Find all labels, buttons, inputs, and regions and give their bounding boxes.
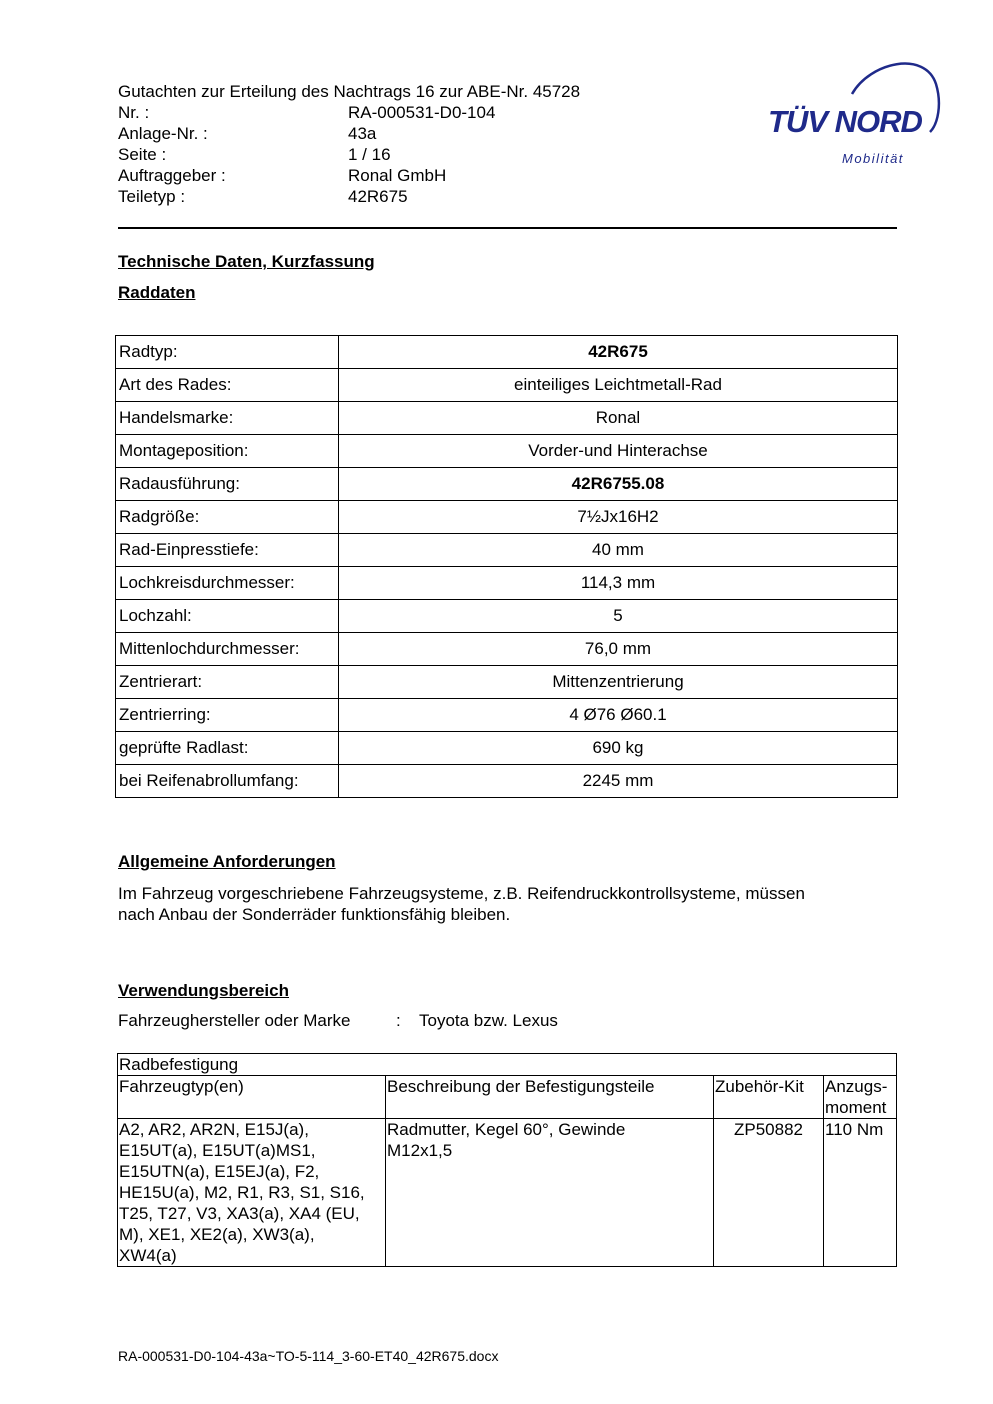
raddaten-label: Zentrierart: xyxy=(116,666,339,699)
desc-line: M12x1,5 xyxy=(387,1141,453,1160)
logo-subtitle: Mobilität xyxy=(842,151,904,166)
header-line: moment xyxy=(825,1098,887,1117)
document-header xyxy=(118,81,580,207)
raddaten-label: Radausführung: xyxy=(116,468,339,501)
befestigung-table xyxy=(117,1053,897,1267)
table-header-row xyxy=(118,1076,897,1119)
table-row xyxy=(116,501,898,534)
raddaten-label: Lochzahl: xyxy=(116,600,339,633)
fahrzeugtyp-line: T25, T27, V3, XA3(a), XA4 (EU, xyxy=(119,1204,360,1223)
fahrzeugtyp-line: E15UTN(a), E15EJ(a), F2, xyxy=(119,1162,320,1181)
raddaten-value: 42R675 xyxy=(339,336,898,369)
fahrzeugtyp-line: M), XE1, XE2(a), XW3(a), xyxy=(119,1225,315,1244)
header-key: Seite : xyxy=(118,145,167,164)
header-divider xyxy=(118,227,897,229)
raddaten-value: 2245 mm xyxy=(339,765,898,798)
raddaten-label: Art des Rades: xyxy=(116,369,339,402)
table-row xyxy=(116,468,898,501)
maker-line xyxy=(118,1011,558,1031)
header-line: Anzugs- xyxy=(825,1077,888,1096)
header-row-seite xyxy=(118,144,580,165)
table-row xyxy=(118,1119,897,1267)
maker-value: Toyota bzw. Lexus xyxy=(419,1011,558,1030)
raddaten-table xyxy=(115,335,898,798)
table-row xyxy=(116,600,898,633)
raddaten-label: Radgröße: xyxy=(116,501,339,534)
raddaten-value: 4 Ø76 Ø60.1 xyxy=(339,699,898,732)
raddaten-value: einteiliges Leichtmetall-Rad xyxy=(339,369,898,402)
raddaten-label: Montageposition: xyxy=(116,435,339,468)
fahrzeugtyp-line: A2, AR2, AR2N, E15J(a), xyxy=(119,1120,309,1139)
raddaten-value: Ronal xyxy=(339,402,898,435)
tuv-nord-logo xyxy=(760,56,950,176)
header-row-teiletyp xyxy=(118,186,580,207)
section-heading-tech: Technische Daten, Kurzfassung xyxy=(118,252,375,271)
header-key: Anlage-Nr. : xyxy=(118,124,208,143)
raddaten-label: bei Reifenabrollumfang: xyxy=(116,765,339,798)
header-value: 42R675 xyxy=(348,187,408,206)
logo-wordmark: TÜV NORD xyxy=(768,104,922,139)
table-row xyxy=(116,435,898,468)
table-row xyxy=(116,567,898,600)
kit-cell: ZP50882 xyxy=(714,1119,824,1267)
beschreibung-cell xyxy=(386,1119,714,1267)
allgemein-paragraph xyxy=(118,883,805,925)
header-value: RA-000531-D0-104 xyxy=(348,103,496,122)
footer-filename: RA-000531-D0-104-43a~TO-5-114_3-60-ET40_42R675.docx xyxy=(118,1348,499,1364)
raddaten-value: 7½Jx16H2 xyxy=(339,501,898,534)
table-row xyxy=(116,336,898,369)
raddaten-value: 76,0 mm xyxy=(339,633,898,666)
column-header-moment xyxy=(824,1076,897,1119)
section-heading-verwendung: Verwendungsbereich xyxy=(118,981,289,1000)
table-row xyxy=(116,666,898,699)
raddaten-value: Mittenzentrierung xyxy=(339,666,898,699)
allgemein-line: nach Anbau der Sonderräder funktionsfähig bleiben. xyxy=(118,905,511,924)
section-heading-allgemein: Allgemeine Anforderungen xyxy=(118,852,336,871)
table-row xyxy=(116,369,898,402)
maker-label: Fahrzeughersteller oder Marke xyxy=(118,1011,351,1030)
header-row-anlage xyxy=(118,123,580,144)
raddaten-label: Radtyp: xyxy=(116,336,339,369)
raddaten-label: Rad-Einpresstiefe: xyxy=(116,534,339,567)
fahrzeugtyp-line: HE15U(a), M2, R1, R3, S1, S16, xyxy=(119,1183,365,1202)
header-value: 43a xyxy=(348,124,377,143)
section-heading-raddaten: Raddaten xyxy=(118,283,196,302)
moment-cell: 110 Nm xyxy=(824,1119,897,1267)
table-row xyxy=(116,732,898,765)
allgemein-line: Im Fahrzeug vorgeschriebene Fahrzeugsysteme, z.B. Reifendruckkontrollsysteme, müssen xyxy=(118,884,805,903)
table-row xyxy=(116,534,898,567)
header-value: 1 / 16 xyxy=(348,145,391,164)
raddaten-label: Lochkreisdurchmesser: xyxy=(116,567,339,600)
raddaten-label: geprüfte Radlast: xyxy=(116,732,339,765)
header-value: Ronal GmbH xyxy=(348,166,447,185)
header-key: Nr. : xyxy=(118,103,150,122)
table-row xyxy=(116,765,898,798)
table-row xyxy=(116,402,898,435)
column-header-fahrzeugtyp: Fahrzeugtyp(en) xyxy=(118,1076,386,1119)
fahrzeugtyp-line: XW4(a) xyxy=(119,1246,177,1265)
befestigung-title: Radbefestigung xyxy=(118,1054,897,1076)
raddaten-value: 42R6755.08 xyxy=(339,468,898,501)
raddaten-value: Vorder-und Hinterachse xyxy=(339,435,898,468)
desc-line: Radmutter, Kegel 60°, Gewinde xyxy=(387,1120,626,1139)
table-row xyxy=(116,699,898,732)
header-key: Teiletyp : xyxy=(118,187,186,206)
column-header-kit: Zubehör-Kit xyxy=(714,1076,824,1119)
column-header-beschreibung: Beschreibung der Befestigungsteile xyxy=(386,1076,714,1119)
raddaten-label: Zentrierring: xyxy=(116,699,339,732)
header-row-nr xyxy=(118,102,580,123)
fahrzeugtypen-cell xyxy=(118,1119,386,1267)
maker-separator: : xyxy=(396,1011,401,1030)
raddaten-value: 114,3 mm xyxy=(339,567,898,600)
table-row xyxy=(116,633,898,666)
raddaten-value: 40 mm xyxy=(339,534,898,567)
header-title: Gutachten zur Erteilung des Nachtrags 16 zur ABE-Nr. 45728 xyxy=(118,82,581,101)
raddaten-value: 5 xyxy=(339,600,898,633)
header-row-auftraggeber xyxy=(118,165,580,186)
raddaten-label: Mittenlochdurchmesser: xyxy=(116,633,339,666)
raddaten-value: 690 kg xyxy=(339,732,898,765)
table-row xyxy=(118,1054,897,1076)
header-key: Auftraggeber : xyxy=(118,166,226,185)
raddaten-label: Handelsmarke: xyxy=(116,402,339,435)
fahrzeugtyp-line: E15UT(a), E15UT(a)MS1, xyxy=(119,1141,316,1160)
